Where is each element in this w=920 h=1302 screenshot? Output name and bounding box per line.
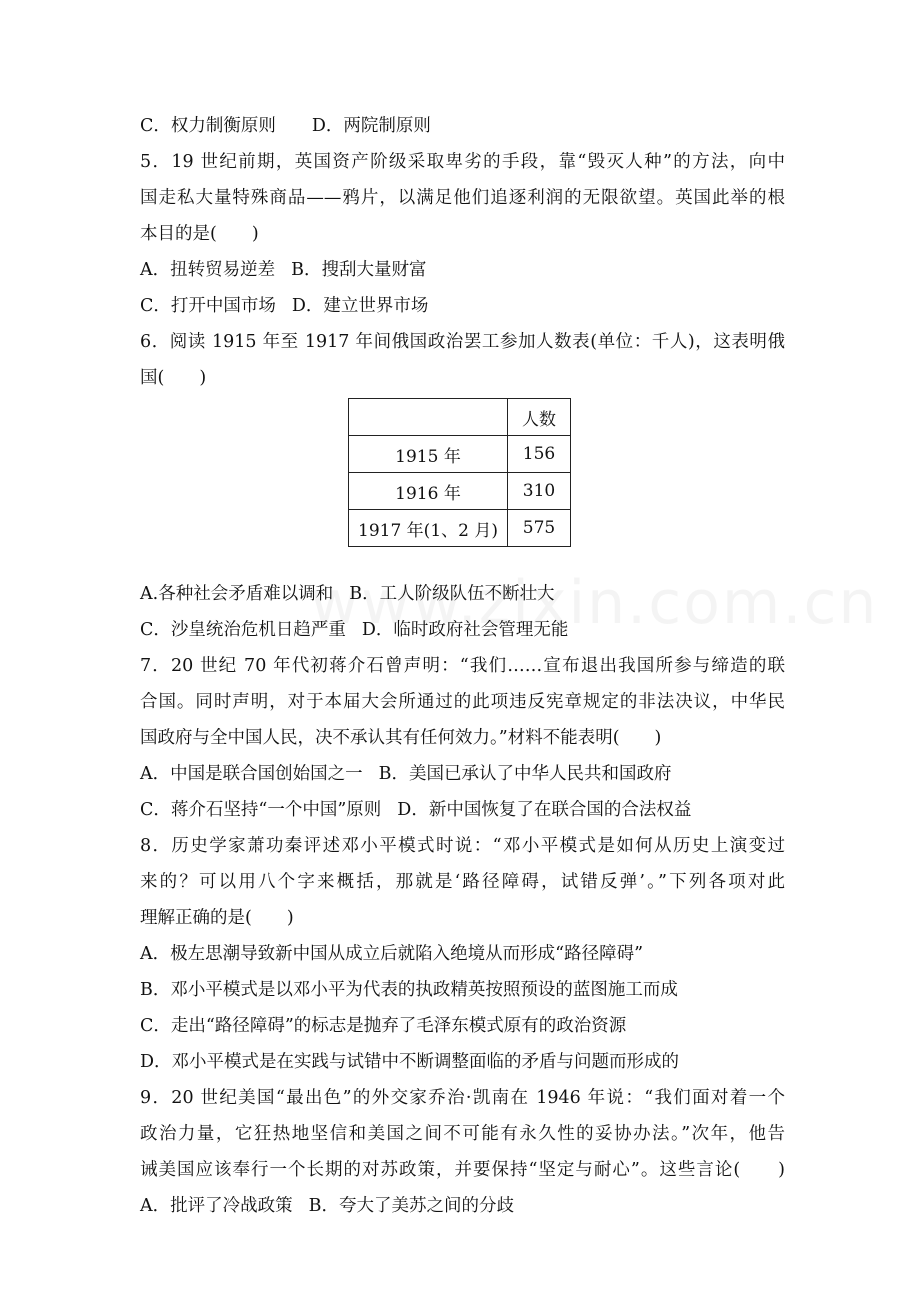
q5-options-cd [140,288,785,324]
q6-option-c[interactable]: C．沙皇统治危机日趋严重 [140,620,346,640]
table-row [349,510,571,547]
q8-stem-line1: 8．历史学家萧功秦评述邓小平模式时说：“邓小平模式是如何从历史上演变过 [140,836,785,856]
q7-stem-line2: 合国。同时声明，对于本届大会所通过的此项违反宪章规定的非法决议，中华民 [140,692,785,712]
q9-stem-line3: 诫美国应该奉行一个长期的对苏政策，并要保持“坚定与耐心”。这些言论( ) [140,1160,785,1180]
table-row [349,436,571,473]
q8-option-b[interactable]: B．邓小平模式是以邓小平为代表的执政精英按照预设的蓝图施工而成 [140,980,678,1000]
table-cell-year: 1917 年(1、2 月) [349,510,508,547]
q9-stem-line2: 政治力量，它狂热地坚信和美国之间不可能有永久性的妥协办法。”次年，他告 [140,1124,785,1144]
q5-option-d[interactable]: D．建立世界市场 [291,296,429,316]
q7-option-b[interactable]: B．美国已承认了中华人民共和国政府 [378,764,672,784]
q6-option-d[interactable]: D．临时政府社会管理无能 [361,620,569,640]
q6-stem-line1: 6．阅读 1915 年至 1917 年间俄国政治罢工参加人数表(单位：千人)，这表明俄 [140,332,785,352]
q8-stem-line2: 来的？可以用八个字来概括，那就是‘路径障碍，试错反弹’。”下列各项对此 [140,872,785,892]
table-cell-count: 575 [508,510,571,547]
q5-option-a[interactable]: A．扭转贸易逆差 [140,260,276,280]
q8-option-d[interactable]: D．邓小平模式是在实践与试错中不断调整面临的矛盾与问题而形成的 [140,1052,680,1072]
q6-options-cd [140,612,785,648]
q5-stem-line2: 国走私大量特殊商品——鸦片，以满足他们追逐利润的无限欲望。英国此举的根 [140,188,785,208]
q7-options-cd [140,792,785,828]
q4-option-c[interactable]: C．权力制衡原则 [140,116,276,136]
q8-option-c[interactable]: C．走出“路径障碍”的标志是抛弃了毛泽东模式原有的政治资源 [140,1016,627,1036]
q5-stem-line3: 本目的是( ) [140,224,259,244]
q9-option-b[interactable]: B．夸大了美苏之间的分歧 [308,1196,514,1216]
q7-option-d[interactable]: D．新中国恢复了在联合国的合法权益 [397,800,692,820]
q8-option-a[interactable]: A．极左思潮导致新中国从成立后就陷入绝境从而形成“路径障碍” [140,944,644,964]
q4-options-cd [140,108,785,144]
table-header-cell [349,399,508,436]
table-cell-count: 310 [508,473,571,510]
table-row [349,473,571,510]
q6-option-a[interactable]: A.各种社会矛盾难以调和 [140,584,334,604]
strike-participants-table [348,398,571,547]
q7-option-c[interactable]: C．蒋介石坚持“一个中国”原则 [140,800,382,820]
q9-stem-line1: 9．20 世纪美国“最出色”的外交家乔治·凯南在 1946 年说：“我们面对着一个 [140,1088,785,1108]
q9-option-a[interactable]: A．批评了冷战政策 [140,1196,293,1216]
table-cell-count: 156 [508,436,571,473]
q6-option-b[interactable]: B．工人阶级队伍不断壮大 [349,584,555,604]
q5-option-b[interactable]: B．搜刮大量财富 [291,260,427,280]
q7-stem-line3: 国政府与全中国人民，决不承认其有任何效力。”材料不能表明( ) [140,728,662,748]
q8-stem-line3: 理解正确的是( ) [140,908,294,928]
q5-option-c[interactable]: C．打开中国市场 [140,296,276,316]
table-header-row [349,399,571,436]
table-cell-year: 1916 年 [349,473,508,510]
q9-options-ab [140,1188,785,1224]
q5-options-ab [140,252,785,288]
table-cell-year: 1915 年 [349,436,508,473]
table-header-cell: 人数 [508,399,571,436]
q5-stem-line1: 5．19 世纪前期，英国资产阶级采取卑劣的手段，靠“毁灭人种”的方法，向中 [140,152,785,172]
q7-option-a[interactable]: A．中国是联合国创始国之一 [140,764,363,784]
exam-page [140,108,785,1224]
q6-stem-line2: 国( ) [140,368,207,388]
q7-options-ab [140,756,785,792]
q6-options-ab [140,576,785,612]
q7-stem-line1: 7．20 世纪 70 年代初蒋介石曾声明：“我们……宣布退出我国所参与缔造的联 [140,656,785,676]
q4-option-d[interactable]: D．两院制原则 [311,116,431,136]
